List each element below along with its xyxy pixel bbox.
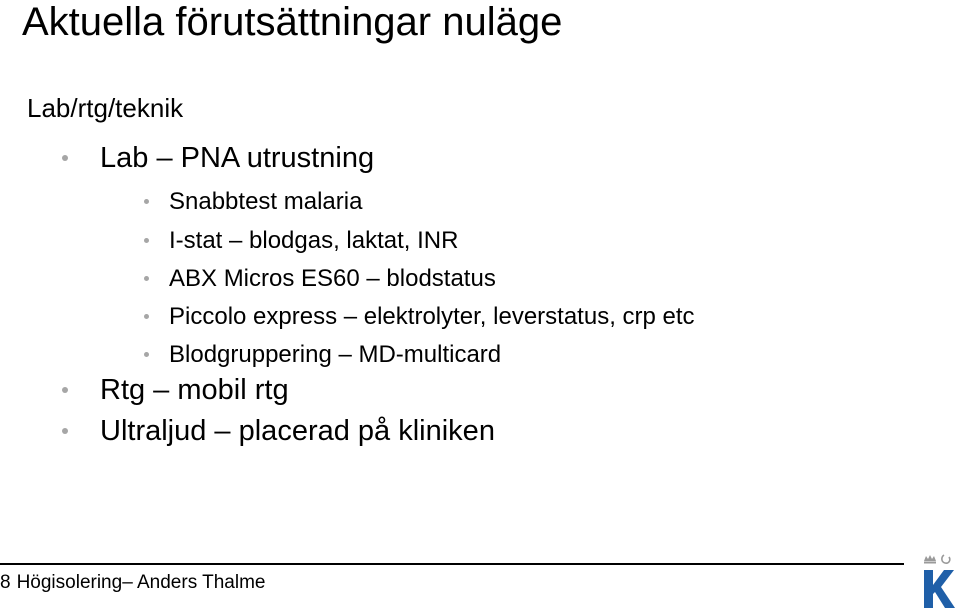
section-subheading: Lab/rtg/teknik xyxy=(27,93,184,123)
karolinska-k-logo-icon xyxy=(918,552,958,610)
page-number: 8 xyxy=(0,572,11,593)
sub-bullet-item xyxy=(169,265,496,293)
sub-bullet-item xyxy=(169,341,501,369)
bullet-item xyxy=(100,414,495,448)
footer-caption: Högisolering– Anders Thalme xyxy=(16,572,266,593)
bullet-text: Blodgruppering – MD-multicard xyxy=(169,341,502,368)
bullet-dot-icon xyxy=(144,352,149,357)
bullet-text: Ultraljud – placerad på kliniken xyxy=(100,415,495,447)
bullet-dot-icon xyxy=(144,199,149,204)
crest-icon xyxy=(942,555,950,563)
bullet-dot-icon xyxy=(62,155,68,161)
sub-bullet-item xyxy=(169,188,362,216)
sub-bullet-item xyxy=(169,303,695,331)
slide-footer xyxy=(0,572,265,594)
bullet-item xyxy=(100,373,289,407)
bullet-dot-icon xyxy=(144,276,149,281)
bullet-dot-icon xyxy=(62,387,68,393)
footer-divider xyxy=(542,563,904,565)
sub-bullet-item xyxy=(169,227,458,255)
bullet-text: Lab – PNA utrustning xyxy=(100,142,375,174)
bullet-dot-icon xyxy=(144,314,149,319)
bullet-text: I-stat – blodgas, laktat, INR xyxy=(169,227,459,254)
bullet-dot-icon xyxy=(144,238,149,243)
bullet-text: Snabbtest malaria xyxy=(169,188,363,215)
footer-divider xyxy=(0,563,542,565)
slide-title: Aktuella förutsättningar nuläge xyxy=(22,0,563,44)
bullet-text: ABX Micros ES60 – blodstatus xyxy=(169,265,496,292)
bullet-item xyxy=(100,141,374,175)
bullet-dot-icon xyxy=(62,428,68,434)
crown-icon xyxy=(924,555,936,564)
bullet-text: Piccolo express – elektrolyter, leverstatus, crp etc xyxy=(169,303,695,330)
bullet-text: Rtg – mobil rtg xyxy=(100,374,289,406)
